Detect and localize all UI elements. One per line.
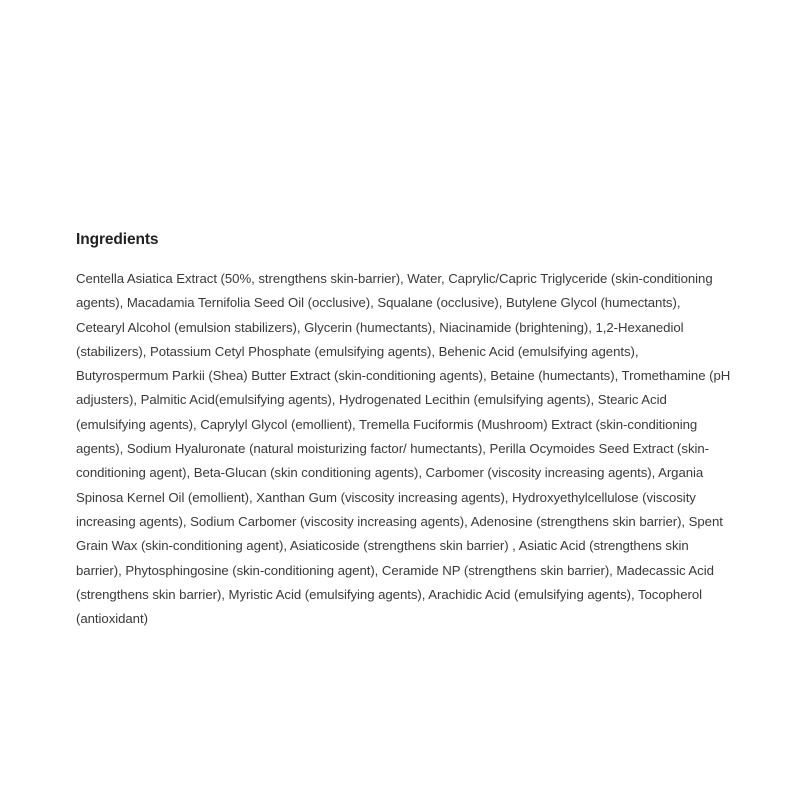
ingredients-section (76, 229, 732, 631)
ingredients-heading: Ingredients (76, 231, 159, 248)
ingredients-list-text: Centella Asiatica Extract (50%, strengthens skin-barrier), Water, Caprylic/Capric Triglyceride (skin-conditioning agents), Macadamia Ternifolia Seed Oil (occlusive), Squalane (occlusive), Butylene Glycol (humectants), Cetearyl Alcohol (emulsion stabilizers), Glycerin (humectants), Niacinamide (brightening), 1,2-Hexanediol (stabilizers), Potassium Cetyl Phosphate (emulsifying agents), Behenic Acid (emulsifying agents), Butyrospermum Parkii (Shea) Butter Extract (skin-conditioning agents), Betaine (humectants), Tromethamine (pH adjusters), Palmitic Acid(emulsifying agents), Hydrogenated Lecithin (emulsifying agents), Stearic Acid (emulsifying agents), Caprylyl Glycol (emollient), Tremella Fuciformis (Mushroom) Extract (skin-conditioning agents), Sodium Hyaluronate (natural moisturizing factor/ humectants), Perilla Ocymoides Seed Extract (skin-conditioning agent), Beta-Glucan (skin conditioning agents), Carbomer (viscosity increasing agents), Argania Spinosa Kernel Oil (emollient), Xanthan Gum (viscosity increasing agents), Hydroxyethylcellulose (viscosity increasing agents), Sodium Carbomer (viscosity increasing agents), Adenosine (strengthens skin barrier), Spent Grain Wax (skin-conditioning agent), Asiaticoside (strengthens skin barrier) , Asiatic Acid (strengthens skin barrier), Phytosphingosine (skin-conditioning agent), Ceramide NP (strengthens skin barrier), Madecassic Acid (strengthens skin barrier), Myristic Acid (emulsifying agents), Arachidic Acid (emulsifying agents), Tocopherol (antioxidant) (76, 271, 731, 627)
